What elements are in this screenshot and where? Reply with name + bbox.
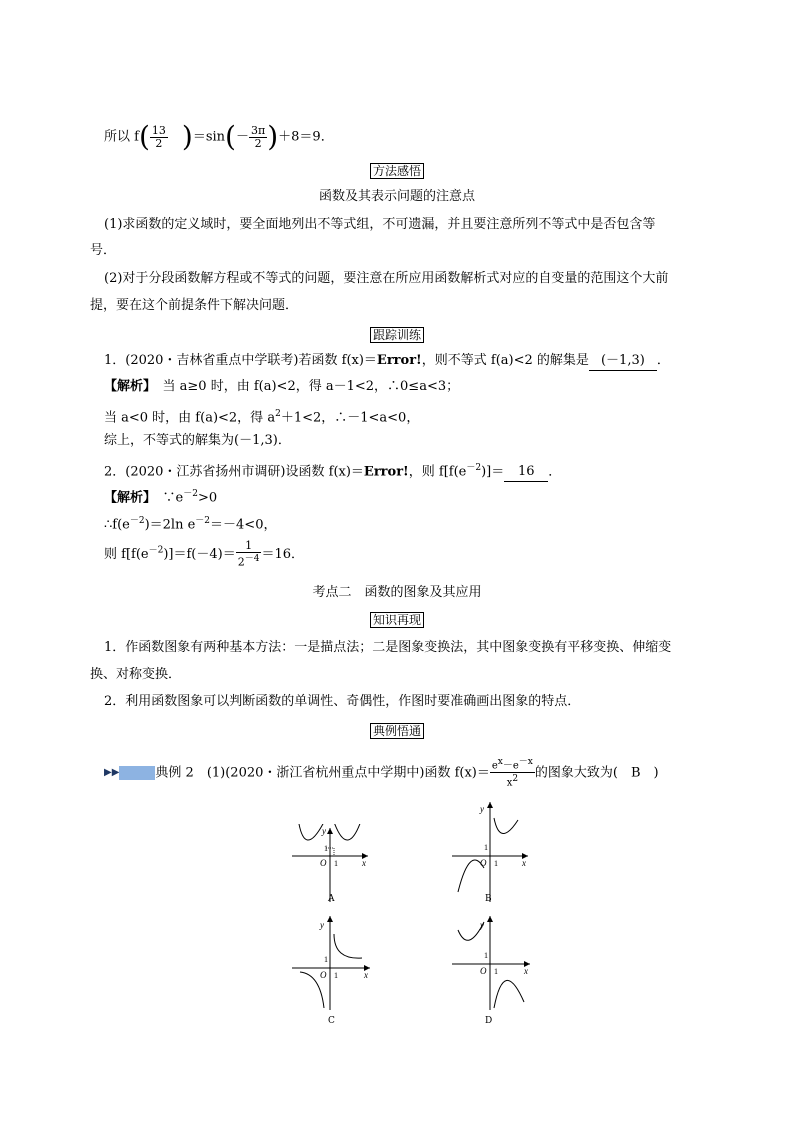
svg-text:y: y: [320, 920, 324, 930]
svg-text:x: x: [524, 966, 528, 976]
graph-option-d: [450, 912, 540, 1012]
svg-text:1: 1: [484, 951, 488, 960]
knowledge-item-1-line-1: 1．作函数图象有两种基本方法：一是描点法；二是图象变换法，其中图象变换有平移变换、伸缩变: [104, 640, 672, 655]
tick-label-1-y: 1: [324, 844, 328, 853]
svg-text:O: O: [480, 966, 487, 976]
method-item-2-line-1: (2)对于分段函数解方程或不等式的问题，要注意在所应用函数解析式对应的自变量的范围这个大前: [104, 271, 669, 286]
section-title-method: 函数及其表示问题的注意点: [318, 189, 475, 204]
svg-text:1: 1: [484, 843, 488, 852]
solution-2-line-3: 则 $f[f(e^{-2})]=f(-4)=$ $\frac{1}{2^{-4}}$ ＝16．: [104, 539, 304, 569]
question-2: 2．(2020・江苏省扬州市调研)设函数 f(x)＝Error!，则 $f[f(e^{-2})]= 16$ ．: [104, 459, 561, 482]
svg-text:x: x: [522, 858, 526, 868]
paren-left: (: [138, 120, 150, 153]
answer-blank-2: 16: [504, 463, 548, 482]
svg-text:x: x: [364, 970, 368, 980]
solution-line-f-13-2: 所以 f( $\frac{13}{2}$ )＝sin(－ $\frac{3\pi}{2}$ )＋8＝9．: [104, 120, 334, 153]
text: 所以 f: [104, 129, 139, 145]
graph-label-b: B: [485, 894, 492, 904]
method-item-2-line-2: 提，要在这个前提条件下解决问题．: [90, 298, 299, 313]
paren-right: ): [181, 120, 193, 153]
double-arrow-icon: ▶▶: [104, 766, 120, 778]
solution-2-line-2: $\therefore f(e^{-2})=2\ln$ $e^{-2}=-4<0$，: [104, 516, 277, 533]
svg-text:y: y: [480, 804, 484, 814]
tick-label-1-x: 1: [334, 859, 338, 868]
svg-text:O: O: [320, 970, 327, 980]
method-item-1-line-1: (1)求函数的定义域时，要全面地列出不等式组，不可遗漏，并且要注意所列不等式中是否包含等: [104, 217, 656, 232]
graph-option-c: [290, 912, 380, 1012]
section-heading-example: 典例悟通: [0, 722, 794, 741]
section-heading-method: 方法感悟: [0, 162, 794, 181]
answer-blank-1: (－1,3): [589, 352, 657, 371]
svg-text:O: O: [480, 858, 487, 868]
knowledge-item-2: 2．利用函数图象可以判断函数的单调性、奇偶性，作图时要准确画出图象的特点．: [104, 694, 581, 709]
x-axis-label: x: [362, 858, 366, 868]
solution-1-line-1: 【解析】 当 a≥0 时，由 f(a)<2，得 a－1<2，∴0≤a<3；: [104, 379, 460, 394]
fraction-example: $\frac{ex-e-x}{x2}$: [491, 757, 533, 789]
section-title-kp2: 考点二 函数的图象及其应用: [312, 585, 482, 600]
svg-text:1: 1: [334, 971, 338, 980]
fraction-1-over-2-pow-neg4: $\frac{1}{2^{-4}}$: [237, 539, 260, 569]
method-item-1-line-2: 号．: [90, 243, 117, 258]
graph-label-d: D: [485, 1016, 493, 1026]
solution-2-line-1: 【解析】 $\because e^{-2}>0$: [104, 489, 218, 506]
section-heading-knowledge: 知识再现: [0, 611, 794, 630]
section-heading-training: 跟踪训练: [0, 326, 794, 345]
svg-text:1: 1: [494, 859, 498, 868]
y-axis-label: y: [322, 826, 326, 836]
graph-option-a: [290, 824, 380, 904]
solution-1-line-3: 综上，不等式的解集为(－1,3)．: [104, 433, 291, 448]
svg-text:1: 1: [324, 955, 328, 964]
fraction: $\frac{13}{2}$: [151, 123, 166, 150]
svg-text:y: y: [480, 920, 484, 930]
graph-label-a: A: [328, 894, 335, 904]
fraction-3pi-2: $\frac{3\pi}{2}$: [250, 123, 266, 150]
solution-1-line-2: 当 a<0 时，由 f(a)<2，得 $a^2+1<2$，∴－1<a<0，: [104, 409, 420, 426]
question-1: 1．(2020・吉林省重点中学联考)若函数 f(x)＝Error!，则不等式 f(a)<2 的解集是 (－1,3) ．: [104, 352, 670, 371]
svg-text:1: 1: [494, 967, 498, 976]
knowledge-item-1-line-2: 换、对称变换．: [90, 667, 182, 682]
example-tag-icon: [119, 766, 155, 780]
example-2: ▶▶ 典例 2 (1)(2020・浙江省杭州重点中学期中)函数 f(x)＝ $\frac{ex-e-x}{x2}$ 的图象大致为( B ): [104, 757, 659, 789]
graph-option-b: [450, 798, 540, 904]
graph-label-c: C: [328, 1016, 335, 1026]
origin-label: O: [320, 858, 327, 868]
